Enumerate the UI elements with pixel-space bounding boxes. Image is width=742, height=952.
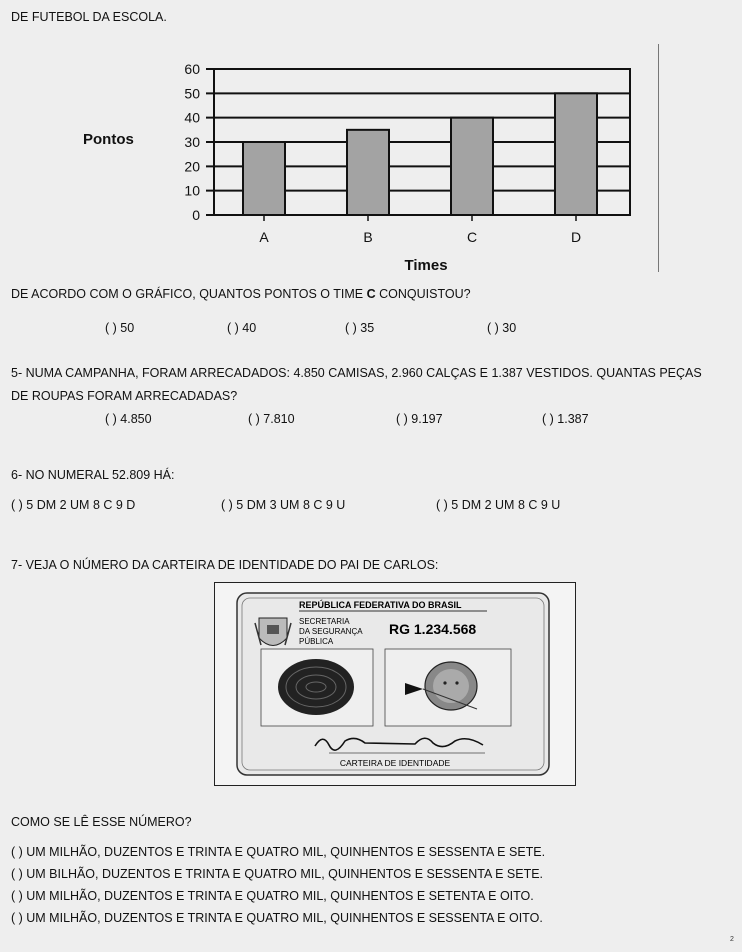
y-tick-label: 50	[184, 85, 200, 102]
card-rg-number: RG 1.234.568	[389, 621, 477, 637]
bar-C	[451, 118, 493, 215]
card-header: REPÚBLICA FEDERATIVA DO BRASIL	[299, 600, 462, 610]
q7-option-3[interactable]: ( ) UM MILHÃO, DUZENTOS E TRINTA E QUATRO MIL, QUINHENTOS E SETENTA E OITO.	[11, 889, 534, 903]
q5-line-2: DE ROUPAS FORAM ARRECADADAS?	[11, 389, 238, 403]
q6-option-2[interactable]: ( ) 5 DM 3 UM 8 C 9 U	[221, 498, 346, 512]
y-tick-label: 60	[184, 61, 200, 77]
q6-option-3[interactable]: ( ) 5 DM 2 UM 8 C 9 U	[436, 498, 561, 512]
x-tick-label: A	[259, 229, 269, 245]
card-agency-line-3: PÚBLICA	[299, 637, 334, 646]
coat-of-arms-icon	[255, 618, 291, 646]
q5-line-1: 5- NUMA CAMPANHA, FORAM ARRECADADOS: 4.850 CAMISAS, 2.960 CALÇAS E 1.387 VESTIDOS. QUANTAS PEÇAS	[11, 366, 702, 380]
q5-option-4[interactable]: ( ) 1.387	[542, 412, 589, 426]
q7-question: COMO SE LÊ ESSE NÚMERO?	[11, 815, 192, 829]
page-number: 2	[730, 936, 734, 943]
card-agency-line-2: DA SEGURANÇA	[299, 627, 363, 636]
q4-option-2[interactable]: ( ) 40	[227, 321, 257, 335]
q7-prompt: 7- VEJA O NÚMERO DA CARTEIRA DE IDENTIDADE DO PAI DE CARLOS:	[11, 558, 439, 572]
y-tick-label: 10	[184, 182, 200, 199]
q5-option-2[interactable]: ( ) 7.810	[248, 412, 295, 426]
bar-A	[243, 142, 285, 215]
y-tick-label: 30	[184, 134, 200, 150]
q6-option-1[interactable]: ( ) 5 DM 2 UM 8 C 9 D	[11, 498, 136, 512]
x-tick-label: C	[466, 229, 478, 245]
q4-option-3[interactable]: ( ) 35	[345, 321, 375, 335]
q7-option-2[interactable]: ( ) UM BILHÃO, DUZENTOS E TRINTA E QUATRO MIL, QUINHENTOS E SESSENTA E SETE.	[11, 867, 544, 881]
x-axis-label: Times	[404, 257, 448, 274]
y-tick-label: 40	[184, 109, 200, 126]
q5-option-3[interactable]: ( ) 9.197	[396, 412, 443, 426]
q4-option-4[interactable]: ( ) 30	[487, 321, 517, 335]
chart-border-line	[658, 44, 659, 272]
q7-option-1[interactable]: ( ) UM MILHÃO, DUZENTOS E TRINTA E QUATRO MIL, QUINHENTOS E SESSENTA E SETE.	[11, 845, 546, 859]
bar-chart	[80, 56, 640, 276]
fingerprint-icon	[278, 659, 354, 715]
card-footer: CARTEIRA DE IDENTIDADE	[339, 758, 451, 768]
y-tick-label: 20	[184, 158, 200, 175]
q6-prompt: 6- NO NUMERAL 52.809 HÁ:	[11, 468, 175, 482]
y-tick-label: 0	[192, 207, 200, 223]
q5-option-1[interactable]: ( ) 4.850	[105, 412, 152, 426]
x-tick-label: D	[570, 229, 582, 245]
chart-bars	[243, 93, 597, 215]
x-axis-ticks	[259, 215, 581, 245]
y-axis-label: Pontos	[83, 131, 134, 148]
q4-option-1[interactable]: ( ) 50	[105, 321, 135, 335]
q7-option-4[interactable]: ( ) UM MILHÃO, DUZENTOS E TRINTA E QUATRO MIL, QUINHENTOS E SESSENTA E OITO.	[11, 911, 543, 925]
bar-B	[347, 130, 389, 215]
bar-D	[555, 93, 597, 215]
header-text: DE FUTEBOL DA ESCOLA.	[11, 10, 167, 24]
id-card-image	[214, 582, 576, 786]
q4-prompt: DE ACORDO COM O GRÁFICO, QUANTOS PONTOS O TIME C CONQUISTOU?	[11, 287, 471, 301]
x-tick-label: B	[363, 229, 373, 245]
y-axis-ticks	[184, 61, 200, 223]
card-agency-line-1: SECRETARIA	[299, 617, 350, 626]
